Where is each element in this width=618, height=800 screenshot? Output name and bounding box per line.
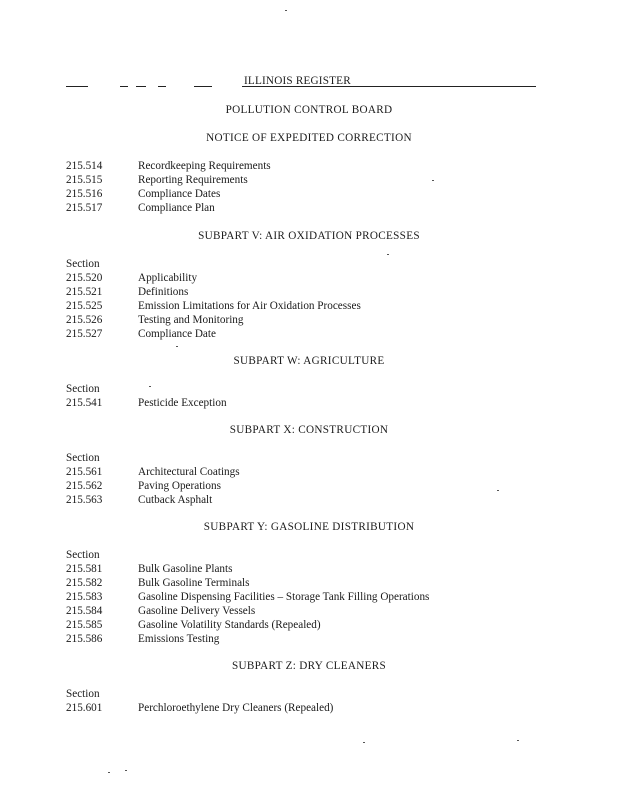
section-title: Compliance Plan — [138, 202, 215, 214]
section-title: Pesticide Exception — [138, 397, 227, 409]
section-title: Emissions Testing — [138, 633, 220, 645]
section-title: Gasoline Delivery Vessels — [138, 605, 256, 617]
section-column-label: Section — [66, 258, 100, 270]
section-title: Architectural Coatings — [138, 466, 240, 478]
section-number: 215.561 — [66, 466, 103, 478]
section-number: 215.526 — [66, 314, 103, 326]
section-number: 215.520 — [66, 272, 103, 284]
section-number: 215.583 — [66, 591, 103, 603]
section-title: Applicability — [138, 272, 198, 284]
section-title: Emission Limitations for Air Oxidation Processes — [138, 300, 361, 312]
subpart-heading: SUBPART X: CONSTRUCTION — [229, 424, 389, 436]
section-number: 215.514 — [66, 160, 103, 172]
section-number: 215.517 — [66, 202, 103, 214]
scan-speck — [517, 740, 519, 741]
subpart-heading: SUBPART W: AGRICULTURE — [233, 355, 385, 367]
scan-speck — [108, 772, 110, 773]
section-number: 215.516 — [66, 188, 103, 200]
section-title: Recordkeeping Requirements — [138, 160, 271, 172]
scan-speck — [432, 180, 434, 181]
scan-speck — [125, 770, 127, 771]
section-number: 215.584 — [66, 605, 103, 617]
scan-speck — [387, 254, 389, 255]
section-title: Gasoline Dispensing Facilities – Storage Tank Filling Operations — [138, 591, 430, 603]
section-number: 215.541 — [66, 397, 103, 409]
section-number: 215.585 — [66, 619, 103, 631]
scan-speck — [285, 10, 287, 11]
section-number: 215.521 — [66, 286, 103, 298]
section-title: Bulk Gasoline Plants — [138, 563, 233, 575]
section-number: 215.582 — [66, 577, 103, 589]
notice-title: NOTICE OF EXPEDITED CORRECTION — [206, 132, 412, 144]
scan-speck — [363, 742, 365, 743]
section-title: Reporting Requirements — [138, 174, 248, 186]
section-column-label: Section — [66, 688, 100, 700]
section-column-label: Section — [66, 383, 100, 395]
section-number: 215.586 — [66, 633, 103, 645]
section-number: 215.563 — [66, 494, 103, 506]
section-number: 215.525 — [66, 300, 103, 312]
section-number: 215.601 — [66, 702, 103, 714]
section-title: Gasoline Volatility Standards (Repealed) — [138, 619, 321, 631]
scan-speck — [149, 386, 151, 387]
section-column-label: Section — [66, 452, 100, 464]
section-title: Compliance Date — [138, 328, 216, 340]
scan-speck — [497, 490, 499, 491]
section-title: Paving Operations — [138, 480, 221, 492]
register-title: ILLINOIS REGISTER — [244, 75, 351, 87]
section-title: Testing and Monitoring — [138, 314, 244, 326]
section-number: 215.581 — [66, 563, 103, 575]
section-title: Definitions — [138, 286, 189, 298]
subpart-heading: SUBPART Z: DRY CLEANERS — [231, 660, 387, 672]
section-title: Bulk Gasoline Terminals — [138, 577, 250, 589]
board-title: POLLUTION CONTROL BOARD — [225, 104, 393, 116]
scan-speck — [176, 346, 178, 347]
subpart-heading: SUBPART Y: GASOLINE DISTRIBUTION — [203, 521, 415, 533]
section-number: 215.562 — [66, 480, 103, 492]
section-number: 215.515 — [66, 174, 103, 186]
section-title: Perchloroethylene Dry Cleaners (Repealed) — [138, 702, 334, 714]
subpart-heading: SUBPART V: AIR OXIDATION PROCESSES — [198, 230, 420, 242]
header-rule-dash — [194, 86, 212, 87]
section-title: Compliance Dates — [138, 188, 221, 200]
header-rule-dash — [120, 86, 128, 87]
section-title: Cutback Asphalt — [138, 494, 213, 506]
header-rule-dash — [158, 86, 166, 87]
header-rule-left — [66, 86, 88, 87]
section-column-label: Section — [66, 549, 100, 561]
section-number: 215.527 — [66, 328, 103, 340]
header-rule-dash — [136, 86, 146, 87]
